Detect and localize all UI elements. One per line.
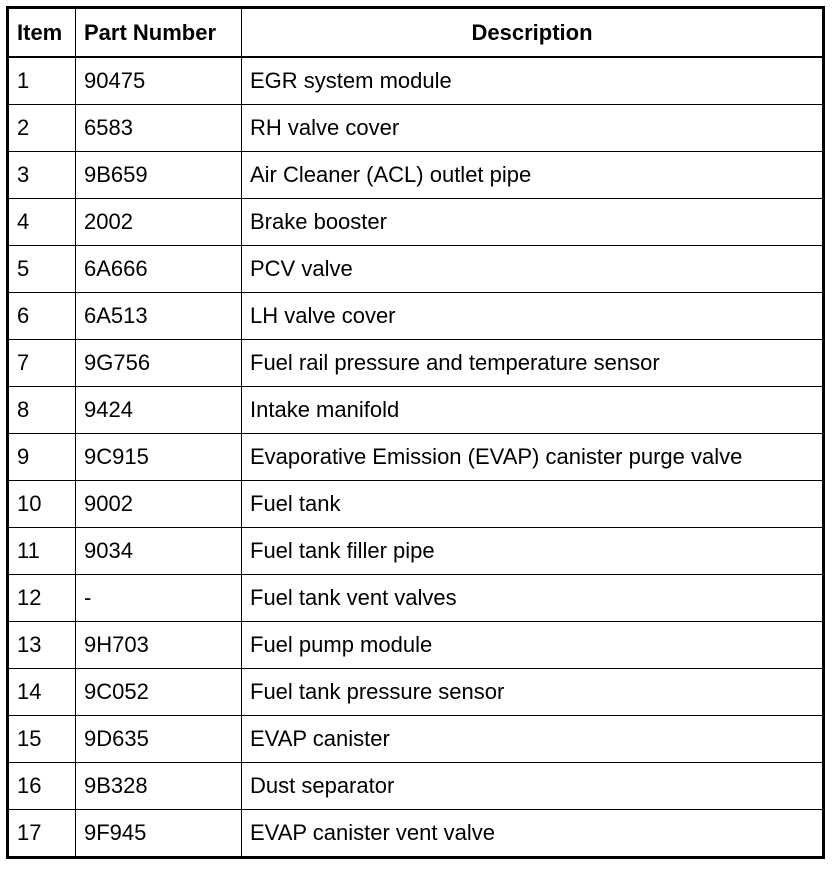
cell-description: Air Cleaner (ACL) outlet pipe (242, 152, 824, 199)
table-row (8, 387, 824, 434)
cell-item: 6 (8, 293, 76, 340)
table-header (8, 8, 824, 58)
cell-part-number: - (76, 575, 242, 622)
cell-item: 3 (8, 152, 76, 199)
cell-part-number: 9C915 (76, 434, 242, 481)
cell-part-number: 9034 (76, 528, 242, 575)
table-row (8, 481, 824, 528)
cell-description: Fuel tank (242, 481, 824, 528)
table-row (8, 528, 824, 575)
cell-description: Fuel tank pressure sensor (242, 669, 824, 716)
cell-item: 1 (8, 57, 76, 105)
cell-description: RH valve cover (242, 105, 824, 152)
cell-description: Fuel tank filler pipe (242, 528, 824, 575)
table-row (8, 622, 824, 669)
table-row (8, 434, 824, 481)
table-row (8, 105, 824, 152)
cell-description: Fuel rail pressure and temperature sensor (242, 340, 824, 387)
cell-item: 4 (8, 199, 76, 246)
cell-description: Fuel pump module (242, 622, 824, 669)
cell-description: EGR system module (242, 57, 824, 105)
table-row (8, 246, 824, 293)
cell-description: Intake manifold (242, 387, 824, 434)
cell-part-number: 9B328 (76, 763, 242, 810)
cell-item: 7 (8, 340, 76, 387)
cell-part-number: 6A513 (76, 293, 242, 340)
table-row (8, 810, 824, 858)
header-description: Description (242, 8, 824, 58)
cell-item: 14 (8, 669, 76, 716)
header-row (8, 8, 824, 58)
cell-item: 10 (8, 481, 76, 528)
cell-item: 9 (8, 434, 76, 481)
cell-item: 2 (8, 105, 76, 152)
cell-item: 5 (8, 246, 76, 293)
table-row (8, 575, 824, 622)
cell-description: Dust separator (242, 763, 824, 810)
cell-description: Brake booster (242, 199, 824, 246)
table-row (8, 57, 824, 105)
cell-item: 15 (8, 716, 76, 763)
cell-item: 12 (8, 575, 76, 622)
cell-item: 8 (8, 387, 76, 434)
table-body (8, 57, 824, 858)
table-row (8, 763, 824, 810)
cell-part-number: 6583 (76, 105, 242, 152)
cell-description: PCV valve (242, 246, 824, 293)
cell-item: 16 (8, 763, 76, 810)
cell-part-number: 9F945 (76, 810, 242, 858)
table-row (8, 199, 824, 246)
cell-part-number: 9C052 (76, 669, 242, 716)
cell-part-number: 6A666 (76, 246, 242, 293)
parts-table (6, 6, 825, 859)
cell-item: 11 (8, 528, 76, 575)
header-item: Item (8, 8, 76, 58)
cell-part-number: 9H703 (76, 622, 242, 669)
cell-part-number: 90475 (76, 57, 242, 105)
cell-part-number: 9G756 (76, 340, 242, 387)
cell-part-number: 9B659 (76, 152, 242, 199)
cell-description: EVAP canister vent valve (242, 810, 824, 858)
cell-description: Fuel tank vent valves (242, 575, 824, 622)
cell-item: 13 (8, 622, 76, 669)
cell-description: EVAP canister (242, 716, 824, 763)
cell-description: LH valve cover (242, 293, 824, 340)
cell-part-number: 9424 (76, 387, 242, 434)
cell-part-number: 2002 (76, 199, 242, 246)
header-part-number: Part Number (76, 8, 242, 58)
table-row (8, 340, 824, 387)
table-row (8, 669, 824, 716)
table-row (8, 716, 824, 763)
cell-part-number: 9D635 (76, 716, 242, 763)
cell-item: 17 (8, 810, 76, 858)
table-row (8, 152, 824, 199)
cell-description: Evaporative Emission (EVAP) canister purge valve (242, 434, 824, 481)
cell-part-number: 9002 (76, 481, 242, 528)
table-row (8, 293, 824, 340)
